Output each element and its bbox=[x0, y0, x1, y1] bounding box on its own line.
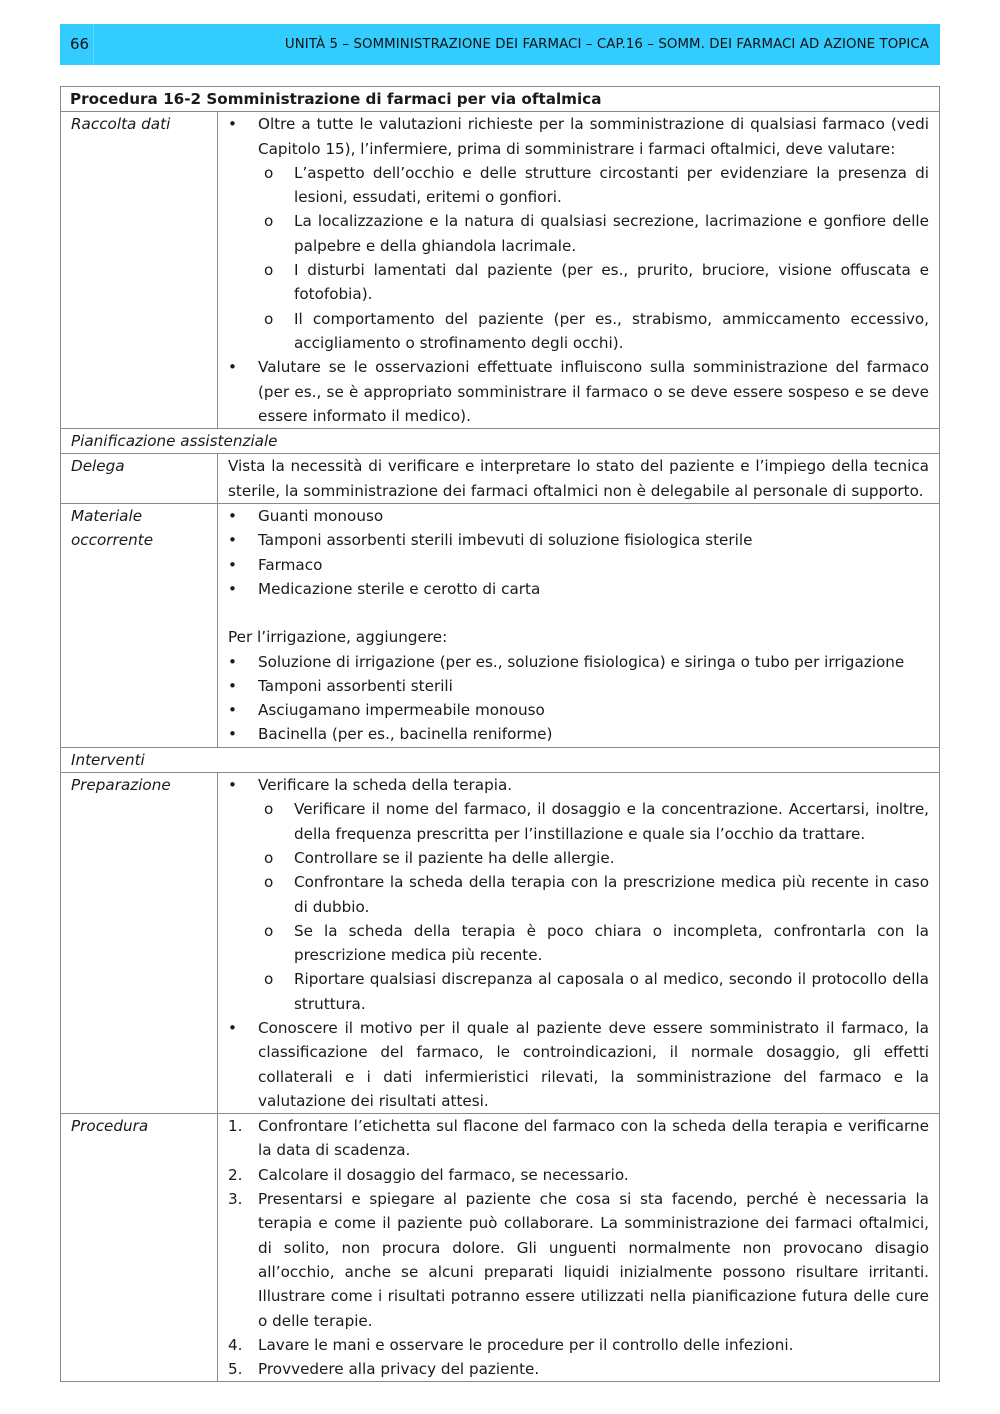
step-text: Provvedere alla privacy del paziente. bbox=[258, 1360, 540, 1379]
row-raccolta-dati bbox=[61, 112, 940, 429]
procedure-table bbox=[60, 86, 940, 1382]
row-label: Procedura bbox=[61, 1114, 218, 1382]
sub-bullet-item: o Verificare il nome del farmaco, il dosaggio e la concentrazione. Accertarsi, inoltre, della frequenza prescritta per l’instillazione e quale sia l’occhio da trattare. bbox=[228, 797, 929, 846]
row-label: Materiale occorrente bbox=[61, 504, 218, 748]
row-pianificazione bbox=[61, 429, 940, 454]
sub-bullet-item: o Riportare qualsiasi discrepanza al caposala o al medico, secondo il protocollo della struttura. bbox=[228, 967, 929, 1016]
spacer bbox=[228, 601, 929, 625]
irrigation-intro: Per l’irrigazione, aggiungere: bbox=[228, 628, 448, 647]
step-text: Confrontare l’etichetta sul flacone del farmaco con la scheda della terapia e verificarne la data di scadenza. bbox=[258, 1117, 929, 1160]
bullet-item: • Soluzione di irrigazione (per es., soluzione fisiologica) e siringa o tubo per irrigazione bbox=[228, 650, 929, 674]
table-title-row bbox=[61, 87, 940, 112]
section-heading: Interventi bbox=[61, 747, 940, 772]
step-number: 4. bbox=[228, 1335, 243, 1354]
bullet-item: • Valutare se le osservazioni effettuate influiscono sulla somministrazione del farmaco (per es., se è appropriato somministrare il farmaco o se deve essere sospeso e se deve essere informato il medico). bbox=[228, 355, 929, 428]
row-label: Delega bbox=[61, 454, 218, 504]
table-title: Procedura 16-2 Somministrazione di farmaci per via oftalmica bbox=[61, 87, 940, 112]
step-text: Presentarsi e spiegare al paziente che cosa si sta facendo, perché è necessaria la terapia e come il paziente può collaborare. La somministrazione dei farmaci oftalmici, di solito, non procura dolore. Gli unguenti normalmente non provocano disagio all’occhio, anche se alcuni preparati liquidi inizialmente possono risultare irritanti. Illustrare come i risultati potranno essere utilizzati nella pianificazione futura delle cure o delle terapie. bbox=[258, 1190, 929, 1330]
sub-bullet-item: o La localizzazione e la natura di qualsiasi secrezione, lacrimazione e gonfiore delle palpebre e della ghiandola lacrimale. bbox=[228, 209, 929, 258]
row-content bbox=[218, 1114, 940, 1382]
bullet-item: • Conoscere il motivo per il quale al paziente deve essere somministrato il farmaco, la classificazione del farmaco, le controindicazioni, il normale dosaggio, gli effetti collaterali e i dati infermieristici rilevati, la somministrazione del farmaco e la valutazione dei risultati attesi. bbox=[228, 1016, 929, 1113]
row-content bbox=[218, 773, 940, 1114]
step-text: Lavare le mani e osservare le procedure per il controllo delle infezioni. bbox=[258, 1335, 794, 1354]
numbered-step bbox=[228, 1333, 929, 1357]
step-number: 3. bbox=[228, 1190, 243, 1209]
sub-bullet-item: o Confrontare la scheda della terapia con la prescrizione medica più recente in caso di dubbio. bbox=[228, 870, 929, 919]
bullet-item: • Asciugamano impermeabile monouso bbox=[228, 698, 929, 722]
row-interventi bbox=[61, 747, 940, 772]
bullet-item: • Tamponi assorbenti sterili imbevuti di soluzione fisiologica sterile bbox=[228, 528, 929, 552]
row-delega bbox=[61, 454, 940, 504]
sub-bullet-item: o L’aspetto dell’occhio e delle strutture circostanti per evidenziare la presenza di lesioni, essudati, eritemi o gonfiori. bbox=[228, 161, 929, 210]
step-number: 2. bbox=[228, 1165, 243, 1184]
header-divider bbox=[93, 24, 94, 65]
row-preparazione bbox=[61, 773, 940, 1114]
bullet-item: • Tamponi assorbenti sterili bbox=[228, 674, 929, 698]
numbered-step bbox=[228, 1187, 929, 1333]
sub-bullet-item: o Il comportamento del paziente (per es., strabismo, ammiccamento eccessivo, accigliamento o strofinamento degli occhi). bbox=[228, 307, 929, 356]
page-header bbox=[60, 24, 940, 65]
bullet-item: • Verificare la scheda della terapia. bbox=[228, 773, 929, 797]
sub-bullet-item: o Controllare se il paziente ha delle allergie. bbox=[228, 846, 929, 870]
step-number: 5. bbox=[228, 1360, 243, 1379]
bullet-item: • Bacinella (per es., bacinella reniforme) bbox=[228, 722, 929, 746]
row-procedura bbox=[61, 1114, 940, 1382]
row-content bbox=[218, 504, 940, 748]
section-heading: Pianificazione assistenziale bbox=[61, 429, 940, 454]
sub-bullet-item: o Se la scheda della terapia è poco chiara o incompleta, confrontarla con la prescrizione medica più recente. bbox=[228, 919, 929, 968]
numbered-step bbox=[228, 1114, 929, 1163]
numbered-step bbox=[228, 1357, 929, 1381]
row-content bbox=[218, 112, 940, 429]
row-label: Raccolta dati bbox=[61, 112, 218, 429]
bullet-item: • Farmaco bbox=[228, 553, 929, 577]
numbered-step bbox=[228, 1163, 929, 1187]
running-title: UNITÀ 5 – SOMMINISTRAZIONE DEI FARMACI – CAP.16 – SOMM. DEI FARMACI AD AZIONE TOPICA bbox=[284, 37, 929, 52]
row-materiale bbox=[61, 504, 940, 748]
sub-bullet-item: o I disturbi lamentati dal paziente (per es., prurito, bruciore, visione offuscata e fotofobia). bbox=[228, 258, 929, 307]
bullet-item: • Oltre a tutte le valutazioni richieste per la somministrazione di qualsiasi farmaco (vedi Capitolo 15), l’infermiere, prima di somministrare i farmaci oftalmici, deve valutare: bbox=[228, 112, 929, 161]
bullet-item: • Medicazione sterile e cerotto di carta bbox=[228, 577, 929, 601]
bullet-item: • Guanti monouso bbox=[228, 504, 929, 528]
page-number: 66 bbox=[70, 35, 90, 53]
step-text: Calcolare il dosaggio del farmaco, se necessario. bbox=[258, 1165, 629, 1184]
step-number: 1. bbox=[228, 1117, 243, 1136]
row-label: Preparazione bbox=[61, 773, 218, 1114]
row-content: Vista la necessità di verificare e interpretare lo stato del paziente e l’impiego della tecnica sterile, la somministrazione dei farmaci oftalmici non è delegabile al personale di supporto. bbox=[218, 454, 940, 504]
